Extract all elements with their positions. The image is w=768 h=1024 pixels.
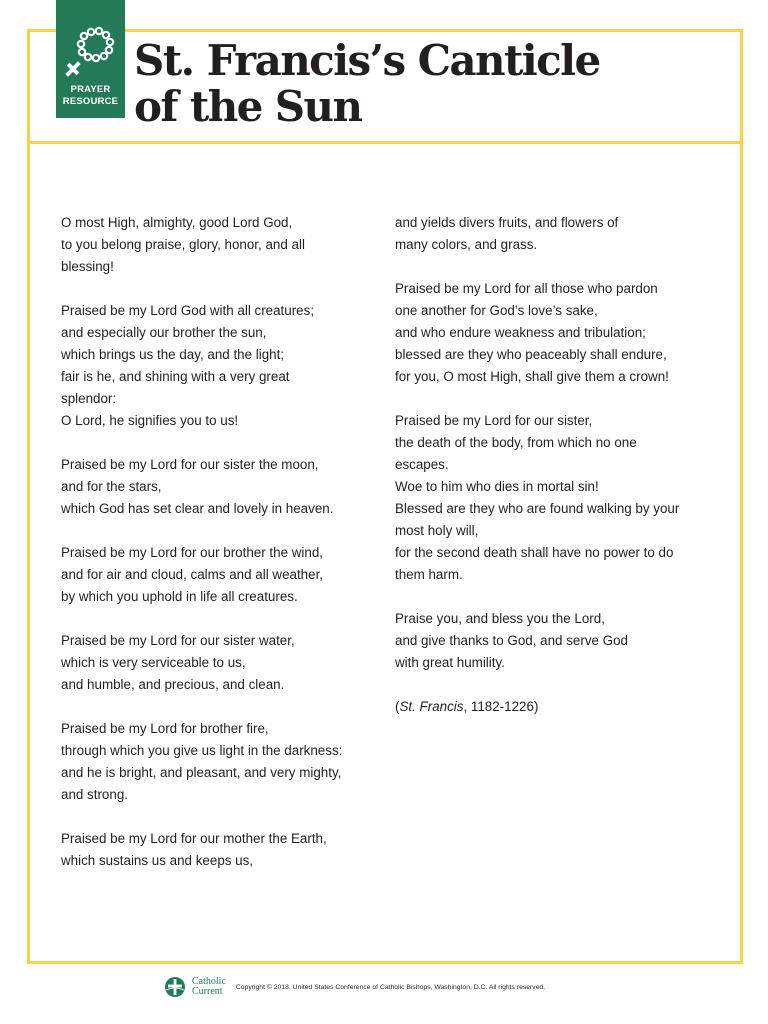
verse-line: for you, O most High, shall give them a crown! xyxy=(395,369,669,384)
catholic-current-logo xyxy=(192,977,226,997)
cross-circle-icon xyxy=(164,976,186,998)
verse-line: O most High, almighty, good Lord God, xyxy=(61,215,293,230)
stanza xyxy=(395,278,715,388)
verse-line: and he is bright, and pleasant, and very mighty, xyxy=(61,765,342,780)
verse-line: blessed are they who peaceably shall endure, xyxy=(395,347,667,362)
verse-line: Praised be my Lord for our mother the Earth, xyxy=(61,831,327,846)
verse-line: Blessed are they who are found walking by your xyxy=(395,501,680,516)
verse-line: Praised be my Lord for our sister the moon, xyxy=(61,457,319,472)
copyright-notice: Copyright © 2018, United States Conference of Catholic Bishops, Washington, D.C. All rights reserved. xyxy=(235,983,546,991)
verse-line: and strong. xyxy=(61,787,128,802)
verse-line: Praised be my Lord for brother fire, xyxy=(61,721,269,736)
header-divider xyxy=(27,141,743,144)
verse-line: and humble, and precious, and clean. xyxy=(61,677,285,692)
stanza xyxy=(395,410,715,586)
stanza xyxy=(395,212,715,256)
verse-line: many colors, and grass. xyxy=(395,237,538,252)
title-line1: St. Francis’s Canticle xyxy=(134,36,600,85)
verse-line: O Lord, he signifies you to us! xyxy=(61,413,239,428)
verse-line: and especially our brother the sun, xyxy=(61,325,267,340)
verse-line: them harm. xyxy=(395,567,463,582)
footer xyxy=(164,975,545,999)
badge-label-line2: RESOURCE xyxy=(62,96,119,107)
rosary-icon xyxy=(62,24,118,82)
verse-line: the death of the body, from which no one xyxy=(395,435,637,450)
verse-line: Praised be my Lord for our brother the wind, xyxy=(61,545,323,560)
verse-line: to you belong praise, glory, honor, and all xyxy=(61,237,305,252)
verse-line: Praised be my Lord for all those who pardon xyxy=(395,281,658,296)
stanza xyxy=(61,454,381,520)
verse-line: through which you give us light in the darkness: xyxy=(61,743,343,758)
attribution-open: ( xyxy=(395,699,400,714)
verse-line: most holy will, xyxy=(395,523,479,538)
verse-line: for the second death shall have no power to do xyxy=(395,545,674,560)
attribution xyxy=(395,696,715,718)
stanza xyxy=(61,300,381,432)
verse-line: which brings us the day, and the light; xyxy=(61,347,285,362)
stanza xyxy=(61,718,381,806)
stanza xyxy=(61,828,381,872)
verse-line: and yields divers fruits, and flowers of xyxy=(395,215,619,230)
verse-line: and who endure weakness and tribulation; xyxy=(395,325,646,340)
verse-line: splendor: xyxy=(61,391,117,406)
right-column xyxy=(395,212,715,740)
badge-label xyxy=(56,84,125,108)
attribution-dates: , 1182-1226) xyxy=(463,699,539,714)
verse-line: Praised be my Lord for our sister water, xyxy=(61,633,295,648)
verse-line: escapes. xyxy=(395,457,449,472)
verse-line: which is very serviceable to us, xyxy=(61,655,246,670)
prayer-resource-badge xyxy=(56,0,125,118)
logo-line1: Catholic xyxy=(192,976,226,987)
verse-line: and for the stars, xyxy=(61,479,162,494)
verse-line: with great humility. xyxy=(395,655,505,670)
verse-line: blessing! xyxy=(61,259,114,274)
verse-line: Praised be my Lord for our sister, xyxy=(395,413,593,428)
verse-line: by which you uphold in life all creatures. xyxy=(61,589,298,604)
left-column xyxy=(61,212,381,894)
verse-line: one another for God’s love’s sake, xyxy=(395,303,598,318)
stanza xyxy=(61,630,381,696)
stanza xyxy=(61,542,381,608)
verse-line: Praised be my Lord God with all creatures; xyxy=(61,303,315,318)
verse-line: fair is he, and shining with a very great xyxy=(61,369,290,384)
verse-line: Praise you, and bless you the Lord, xyxy=(395,611,605,626)
attribution-author: St. Francis xyxy=(399,699,464,714)
verse-line: Woe to him who dies in mortal sin! xyxy=(395,479,599,494)
verse-line: which God has set clear and lovely in heaven. xyxy=(61,501,334,516)
title-line2: of the Sun xyxy=(134,82,362,131)
verse-line: and give thanks to God, and serve God xyxy=(395,633,628,648)
badge-label-line1: PRAYER xyxy=(70,84,111,95)
stanza xyxy=(395,608,715,674)
verse-line: which sustains us and keeps us, xyxy=(61,853,254,868)
page-title xyxy=(134,38,600,130)
verse-line: and for air and cloud, calms and all weather, xyxy=(61,567,324,582)
stanza xyxy=(61,212,381,278)
logo-line2: Current xyxy=(192,986,223,997)
